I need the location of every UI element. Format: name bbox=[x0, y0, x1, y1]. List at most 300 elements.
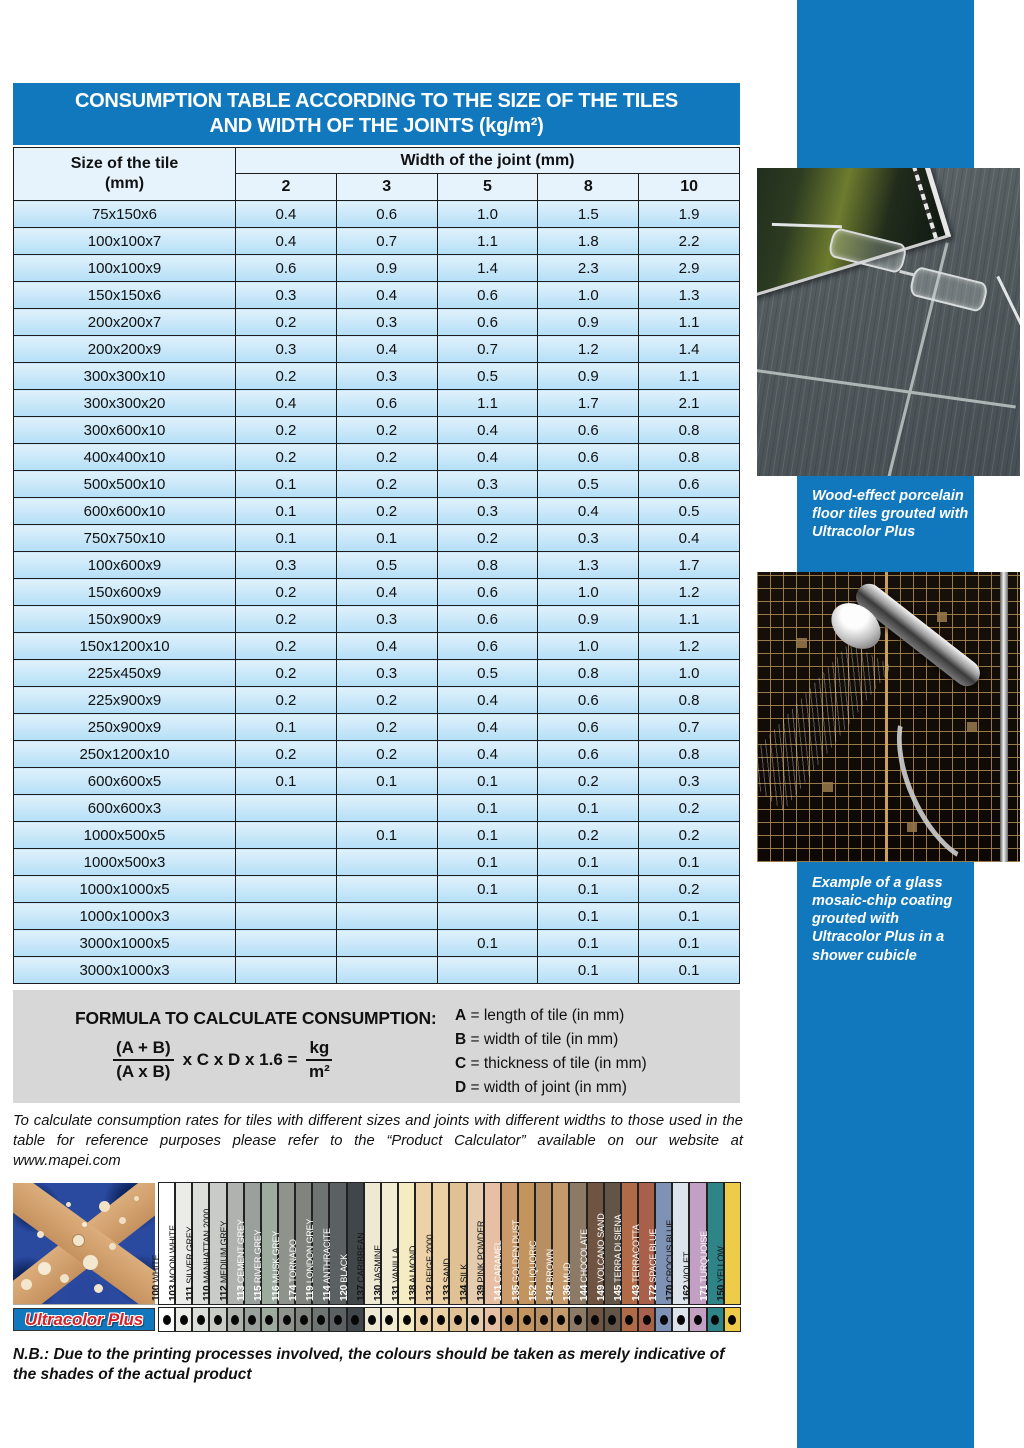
consumption-value-cell: 0.1 bbox=[538, 930, 639, 957]
consumption-value-cell: 0.5 bbox=[336, 552, 437, 579]
consumption-value-cell: 0.1 bbox=[437, 822, 538, 849]
joint-width-3: 3 bbox=[336, 174, 437, 201]
consumption-value-cell: 1.1 bbox=[639, 606, 740, 633]
consumption-value-cell: 0.1 bbox=[437, 849, 538, 876]
consumption-value-cell: 1.3 bbox=[639, 282, 740, 309]
table-row bbox=[14, 579, 740, 606]
table-row bbox=[14, 849, 740, 876]
availability-dot bbox=[694, 1315, 702, 1325]
swatch-115 bbox=[262, 1308, 277, 1331]
consumption-value-cell: 0.6 bbox=[437, 282, 538, 309]
consumption-value-cell: 0.1 bbox=[236, 498, 337, 525]
consumption-value-cell: 0.7 bbox=[437, 336, 538, 363]
consumption-value-cell: 0.4 bbox=[336, 336, 437, 363]
consumption-value-cell: 0.2 bbox=[336, 417, 437, 444]
color-label-141: 141 CARAMEL bbox=[493, 1240, 505, 1301]
consumption-value-cell: 1.1 bbox=[639, 309, 740, 336]
color-label-137: 137 CARIBBEAN bbox=[356, 1232, 368, 1301]
grout-cross-photo bbox=[13, 1183, 155, 1304]
consumption-value-cell: 0.4 bbox=[236, 228, 337, 255]
consumption-value-cell: 1.2 bbox=[538, 336, 639, 363]
photo-wood-effect-tiles bbox=[757, 168, 1020, 476]
tile-size-cell: 1000x500x5 bbox=[14, 822, 236, 849]
consumption-value-cell: 1.1 bbox=[639, 363, 740, 390]
table-row bbox=[14, 498, 740, 525]
joint-width-header: Width of the joint (mm) bbox=[236, 148, 740, 174]
availability-dot bbox=[317, 1315, 325, 1325]
consumption-value-cell: 0.4 bbox=[437, 714, 538, 741]
swatch-103 bbox=[176, 1308, 191, 1331]
color-label-116: 116 MUSK GREY bbox=[270, 1230, 282, 1301]
color-label-150: 150 YELLOW bbox=[716, 1246, 728, 1301]
consumption-value-cell: 1.9 bbox=[639, 201, 740, 228]
tile-size-cell: 150x600x9 bbox=[14, 579, 236, 606]
availability-dot bbox=[557, 1315, 565, 1325]
table-row bbox=[14, 930, 740, 957]
availability-dot bbox=[385, 1315, 393, 1325]
logo-text: Ultracolor Plus bbox=[25, 1309, 143, 1329]
swatch-114 bbox=[330, 1308, 345, 1331]
title-line-1: CONSUMPTION TABLE ACCORDING TO THE SIZE OF THE TILES bbox=[75, 90, 678, 112]
consumption-value-cell: 0.6 bbox=[538, 714, 639, 741]
consumption-value-cell: 1.8 bbox=[538, 228, 639, 255]
consumption-value-cell: 0.1 bbox=[538, 957, 639, 984]
tile-size-cell: 300x600x10 bbox=[14, 417, 236, 444]
color-label-170: 170 CROCUS BLUE bbox=[664, 1219, 676, 1301]
table-row bbox=[14, 633, 740, 660]
water-spray bbox=[757, 623, 895, 829]
swatch-120 bbox=[348, 1308, 363, 1331]
consumption-value-cell: 0.2 bbox=[236, 363, 337, 390]
consumption-value-cell: 0.1 bbox=[236, 768, 337, 795]
swatch-174 bbox=[296, 1308, 311, 1331]
consumption-value-cell: 0.3 bbox=[437, 498, 538, 525]
consumption-value-cell: 0.3 bbox=[639, 768, 740, 795]
eyeglasses bbox=[813, 227, 1000, 355]
color-label-149: 149 VOLCANO SAND bbox=[596, 1213, 608, 1301]
consumption-value-cell: 0.2 bbox=[236, 417, 337, 444]
table-row bbox=[14, 957, 740, 984]
consumption-value-cell: 0.1 bbox=[538, 795, 639, 822]
swatch-134 bbox=[468, 1308, 483, 1331]
tile-size-cell: 150x1200x10 bbox=[14, 633, 236, 660]
consumption-value-cell: 0.4 bbox=[236, 390, 337, 417]
consumption-value-cell: 0.3 bbox=[336, 606, 437, 633]
tile-size-cell: 100x600x9 bbox=[14, 552, 236, 579]
consumption-value-cell: 0.8 bbox=[639, 741, 740, 768]
availability-dot bbox=[574, 1315, 582, 1325]
consumption-value-cell: 1.7 bbox=[639, 552, 740, 579]
swatch-145 bbox=[622, 1308, 637, 1331]
consumption-value-cell: 0.6 bbox=[639, 471, 740, 498]
consumption-value-cell: 0.9 bbox=[538, 606, 639, 633]
tile-size-cell: 600x600x5 bbox=[14, 768, 236, 795]
color-label-103: 103 MOON WHITE bbox=[167, 1225, 179, 1301]
formula-section bbox=[13, 990, 740, 1103]
consumption-value-cell: 0.2 bbox=[336, 498, 437, 525]
consumption-value-cell bbox=[236, 957, 337, 984]
tile-size-cell: 100x100x7 bbox=[14, 228, 236, 255]
table-row bbox=[14, 795, 740, 822]
consumption-value-cell: 0.1 bbox=[639, 930, 740, 957]
size-column-header: Size of the tile (mm) bbox=[14, 148, 236, 201]
consumption-value-cell: 0.4 bbox=[437, 687, 538, 714]
consumption-value-cell bbox=[236, 930, 337, 957]
formula-middle: x C x D x 1.6 = bbox=[182, 1049, 298, 1069]
consumption-value-cell: 2.2 bbox=[639, 228, 740, 255]
swatch-111 bbox=[193, 1308, 208, 1331]
consumption-value-cell: 0.2 bbox=[236, 741, 337, 768]
consumption-value-cell: 0.8 bbox=[437, 552, 538, 579]
consumption-value-cell: 0.6 bbox=[437, 309, 538, 336]
tile-size-cell: 1000x1000x5 bbox=[14, 876, 236, 903]
photo1-caption: Wood-effect porcelain floor tiles grouted with Ultracolor Plus bbox=[812, 488, 969, 541]
availability-dot bbox=[625, 1315, 633, 1325]
consumption-table bbox=[13, 147, 740, 984]
swatch-171 bbox=[708, 1308, 723, 1331]
formula-result-fraction: $\frac{kg}{\text{m²}}$ bbox=[306, 1038, 332, 1081]
tile-size-cell: 225x450x9 bbox=[14, 660, 236, 687]
consumption-value-cell: 0.9 bbox=[538, 363, 639, 390]
color-label-145: 145 TERRA DI SIENA bbox=[613, 1214, 625, 1301]
definition-A: A = length of tile (in mm) bbox=[455, 1007, 625, 1024]
consumption-value-cell: 0.8 bbox=[639, 687, 740, 714]
consumption-value-cell: 0.1 bbox=[236, 714, 337, 741]
color-chart bbox=[13, 1183, 740, 1331]
consumption-value-cell: 0.1 bbox=[336, 768, 437, 795]
table-row bbox=[14, 309, 740, 336]
consumption-value-cell: 0.3 bbox=[336, 660, 437, 687]
consumption-value-cell: 0.9 bbox=[336, 255, 437, 282]
consumption-value-cell: 0.3 bbox=[336, 363, 437, 390]
consumption-value-cell: 0.4 bbox=[336, 579, 437, 606]
table-row bbox=[14, 201, 740, 228]
definition-D: D = width of joint (in mm) bbox=[455, 1079, 627, 1097]
table-row bbox=[14, 255, 740, 282]
consumption-value-cell: 0.2 bbox=[437, 525, 538, 552]
consumption-value-cell: 0.2 bbox=[639, 876, 740, 903]
table-row bbox=[14, 768, 740, 795]
consumption-value-cell: 0.4 bbox=[639, 525, 740, 552]
color-label-136: 136 MUD bbox=[561, 1262, 573, 1301]
consumption-value-cell: 0.2 bbox=[336, 471, 437, 498]
consumption-value-cell bbox=[236, 903, 337, 930]
color-label-135: 135 GOLDEN DUST bbox=[510, 1219, 522, 1301]
water-droplets bbox=[73, 1235, 84, 1246]
swatch-100 bbox=[159, 1308, 174, 1331]
consumption-value-cell: 0.6 bbox=[538, 417, 639, 444]
consumption-value-cell: 0.2 bbox=[639, 822, 740, 849]
consumption-value-cell bbox=[437, 957, 538, 984]
consumption-value-cell: 0.7 bbox=[639, 714, 740, 741]
swatch-172 bbox=[656, 1308, 671, 1331]
consumption-value-cell: 0.1 bbox=[336, 525, 437, 552]
consumption-value-cell bbox=[236, 795, 337, 822]
consumption-value-cell: 1.2 bbox=[639, 633, 740, 660]
nb-note: N.B.: Due to the printing processes involved, the colours should be taken as merely indicative of the shades of the actual product bbox=[13, 1346, 725, 1384]
consumption-value-cell bbox=[336, 876, 437, 903]
availability-dot bbox=[677, 1315, 685, 1325]
formula-definitions bbox=[455, 1004, 647, 1100]
consumption-value-cell: 0.1 bbox=[639, 957, 740, 984]
consumption-value-cell: 0.2 bbox=[538, 768, 639, 795]
color-label-138: 138 ALMOND bbox=[407, 1245, 419, 1301]
swatch-135 bbox=[519, 1308, 534, 1331]
consumption-value-cell: 0.4 bbox=[336, 282, 437, 309]
photo-mosaic-shower bbox=[757, 572, 1020, 862]
swatch-144 bbox=[588, 1308, 603, 1331]
swatch-112 bbox=[228, 1308, 243, 1331]
color-columns bbox=[150, 1183, 740, 1304]
consumption-value-cell: 1.5 bbox=[538, 201, 639, 228]
availability-dot bbox=[231, 1315, 239, 1325]
table-row bbox=[14, 336, 740, 363]
consumption-value-cell bbox=[236, 876, 337, 903]
availability-dot bbox=[214, 1315, 222, 1325]
consumption-value-cell bbox=[336, 795, 437, 822]
availability-dot bbox=[197, 1315, 205, 1325]
color-label-152: 152 LIQUORIC bbox=[527, 1240, 539, 1301]
consumption-value-cell: 0.4 bbox=[437, 417, 538, 444]
consumption-value-cell: 1.2 bbox=[639, 579, 740, 606]
consumption-value-cell: 0.3 bbox=[236, 552, 337, 579]
consumption-value-cell bbox=[437, 903, 538, 930]
consumption-value-cell: 0.6 bbox=[437, 579, 538, 606]
consumption-value-cell: 0.2 bbox=[336, 687, 437, 714]
swatch-143 bbox=[639, 1308, 654, 1331]
color-label-174: 174 TORNADO bbox=[287, 1239, 299, 1301]
table-row bbox=[14, 903, 740, 930]
availability-dot bbox=[711, 1315, 719, 1325]
consumption-value-cell: 1.1 bbox=[437, 228, 538, 255]
consumption-value-cell: 0.1 bbox=[236, 471, 337, 498]
color-label-114: 114 ANTHRACITE bbox=[321, 1228, 333, 1301]
availability-dot bbox=[437, 1315, 445, 1325]
tile-size-cell: 300x300x10 bbox=[14, 363, 236, 390]
consumption-value-cell: 2.1 bbox=[639, 390, 740, 417]
availability-dot bbox=[300, 1315, 308, 1325]
tile-size-cell: 250x900x9 bbox=[14, 714, 236, 741]
swatch-137 bbox=[365, 1308, 380, 1331]
color-label-131: 131 VANILLA bbox=[390, 1247, 402, 1301]
consumption-value-cell: 0.7 bbox=[336, 228, 437, 255]
consumption-value-cell: 2.9 bbox=[639, 255, 740, 282]
consumption-value-cell: 1.0 bbox=[639, 660, 740, 687]
color-chart-main bbox=[13, 1183, 740, 1304]
color-label-132: 132 BEIGE 2000 bbox=[424, 1234, 436, 1301]
swatch-162 bbox=[690, 1308, 705, 1331]
availability-dot bbox=[163, 1315, 171, 1325]
swatch-113 bbox=[245, 1308, 260, 1331]
consumption-value-cell: 0.3 bbox=[437, 471, 538, 498]
consumption-value-cell: 1.0 bbox=[538, 633, 639, 660]
table-row bbox=[14, 741, 740, 768]
consumption-value-cell: 0.1 bbox=[639, 903, 740, 930]
table-row bbox=[14, 363, 740, 390]
consumption-value-cell: 0.3 bbox=[236, 336, 337, 363]
consumption-value-cell: 0.4 bbox=[336, 633, 437, 660]
consumption-value-cell: 0.2 bbox=[538, 822, 639, 849]
swatch-116 bbox=[279, 1308, 294, 1331]
swatch-138 bbox=[416, 1308, 431, 1331]
tile-size-cell: 150x150x6 bbox=[14, 282, 236, 309]
consumption-value-cell: 0.8 bbox=[639, 417, 740, 444]
tile-size-cell: 75x150x6 bbox=[14, 201, 236, 228]
tile-size-cell: 225x900x9 bbox=[14, 687, 236, 714]
availability-dot bbox=[248, 1315, 256, 1325]
table-row bbox=[14, 822, 740, 849]
tile-size-cell: 1000x500x3 bbox=[14, 849, 236, 876]
consumption-value-cell: 0.6 bbox=[336, 390, 437, 417]
consumption-value-cell: 0.1 bbox=[639, 849, 740, 876]
consumption-value-cell: 0.1 bbox=[336, 822, 437, 849]
consumption-value-cell: 0.6 bbox=[538, 687, 639, 714]
tile-size-cell: 3000x1000x3 bbox=[14, 957, 236, 984]
color-label-142: 142 BROWN bbox=[544, 1249, 556, 1301]
formula-fraction: $\frac{(A + B)}{\text{(A x B)}}$ bbox=[113, 1038, 174, 1081]
joint-width-2: 2 bbox=[236, 174, 337, 201]
title-line-2: AND WIDTH OF THE JOINTS (kg/m²) bbox=[209, 115, 544, 137]
consumption-value-cell: 0.1 bbox=[538, 849, 639, 876]
swatch-130 bbox=[382, 1308, 397, 1331]
consumption-value-cell bbox=[336, 903, 437, 930]
tile-size-cell: 200x200x9 bbox=[14, 336, 236, 363]
consumption-value-cell bbox=[336, 849, 437, 876]
consumption-value-cell: 0.1 bbox=[437, 768, 538, 795]
consumption-value-cell: 0.6 bbox=[236, 255, 337, 282]
consumption-value-cell: 0.1 bbox=[538, 903, 639, 930]
grout-line bbox=[757, 367, 1016, 409]
color-label-134: 134 SILK bbox=[459, 1263, 471, 1301]
color-label-139: 139 PINK POWDER bbox=[476, 1220, 488, 1301]
consumption-value-cell: 0.6 bbox=[437, 606, 538, 633]
swatch-150 bbox=[725, 1308, 740, 1331]
table-row bbox=[14, 471, 740, 498]
table-row bbox=[14, 444, 740, 471]
availability-dot bbox=[283, 1315, 291, 1325]
consumption-value-cell: 0.5 bbox=[538, 471, 639, 498]
color-label-120: 120 BLACK bbox=[339, 1254, 351, 1301]
table-row bbox=[14, 282, 740, 309]
consumption-value-cell: 1.0 bbox=[437, 201, 538, 228]
color-label-119: 119 LONDON GREY bbox=[304, 1218, 316, 1301]
swatch-row bbox=[159, 1308, 740, 1331]
consumption-value-cell: 0.1 bbox=[437, 930, 538, 957]
consumption-value-cell: 1.4 bbox=[437, 255, 538, 282]
consumption-value-cell: 0.5 bbox=[437, 660, 538, 687]
tile-size-cell: 150x900x9 bbox=[14, 606, 236, 633]
tile-size-cell: 500x500x10 bbox=[14, 471, 236, 498]
tile-size-cell: 300x300x20 bbox=[14, 390, 236, 417]
swatch-149 bbox=[605, 1308, 620, 1331]
availability-dot bbox=[368, 1315, 376, 1325]
table-row bbox=[14, 660, 740, 687]
consumption-table-title bbox=[13, 83, 740, 145]
consumption-value-cell: 0.2 bbox=[336, 714, 437, 741]
color-label-171: 171 TURQUOISE bbox=[699, 1231, 711, 1301]
consumption-value-cell: 0.2 bbox=[639, 795, 740, 822]
consumption-value-cell: 0.6 bbox=[538, 444, 639, 471]
consumption-value-cell: 0.2 bbox=[336, 444, 437, 471]
tile-size-cell: 1000x1000x3 bbox=[14, 903, 236, 930]
swatch-131 bbox=[399, 1308, 414, 1331]
availability-dot bbox=[351, 1315, 359, 1325]
color-label-130: 130 JASMINE bbox=[373, 1244, 385, 1301]
consumption-value-cell: 0.4 bbox=[236, 201, 337, 228]
definition-B: B = width of tile (in mm) bbox=[455, 1031, 619, 1049]
swatch-142 bbox=[553, 1308, 568, 1331]
joint-width-10: 10 bbox=[639, 174, 740, 201]
swatch-170 bbox=[673, 1308, 688, 1331]
tile-size-cell: 3000x1000x5 bbox=[14, 930, 236, 957]
consumption-value-cell: 0.6 bbox=[336, 201, 437, 228]
availability-dot bbox=[471, 1315, 479, 1325]
shower-hose bbox=[874, 679, 1020, 862]
consumption-value-cell: 0.1 bbox=[236, 525, 337, 552]
availability-dot bbox=[540, 1315, 548, 1325]
formula-heading: FORMULA TO CALCULATE CONSUMPTION: bbox=[75, 1008, 437, 1028]
consumption-value-cell: 1.0 bbox=[538, 579, 639, 606]
color-label-113: 113 CEMENT GREY bbox=[236, 1219, 248, 1301]
availability-dot bbox=[591, 1315, 599, 1325]
consumption-value-cell: 0.6 bbox=[538, 741, 639, 768]
formula-expression bbox=[113, 1038, 332, 1081]
consumption-value-cell: 0.6 bbox=[437, 633, 538, 660]
availability-dot bbox=[523, 1315, 531, 1325]
color-column-150 bbox=[716, 1183, 740, 1304]
color-label-115: 115 RIVER GREY bbox=[253, 1229, 265, 1301]
table-row bbox=[14, 606, 740, 633]
consumption-value-cell: 0.8 bbox=[538, 660, 639, 687]
table-row bbox=[14, 552, 740, 579]
consumption-value-cell: 0.8 bbox=[639, 444, 740, 471]
joint-width-5: 5 bbox=[437, 174, 538, 201]
swatch-133 bbox=[450, 1308, 465, 1331]
swatch-132 bbox=[433, 1308, 448, 1331]
tile-size-cell: 200x200x7 bbox=[14, 309, 236, 336]
photo2-caption: Example of a glass mosaic-chip coating grouted with Ultracolor Plus in a shower cubicle bbox=[812, 875, 953, 964]
consumption-value-cell: 1.7 bbox=[538, 390, 639, 417]
consumption-value-cell: 0.4 bbox=[437, 444, 538, 471]
availability-dot bbox=[608, 1315, 616, 1325]
consumption-value-cell bbox=[236, 822, 337, 849]
consumption-value-cell: 0.1 bbox=[538, 876, 639, 903]
consumption-value-cell: 0.2 bbox=[236, 444, 337, 471]
tile-size-cell: 250x1200x10 bbox=[14, 741, 236, 768]
consumption-value-cell: 0.2 bbox=[236, 309, 337, 336]
availability-dot bbox=[505, 1315, 513, 1325]
tile-size-cell: 600x600x3 bbox=[14, 795, 236, 822]
consumption-value-cell: 1.4 bbox=[639, 336, 740, 363]
calculator-note: To calculate consumption rates for tiles with different sizes and joints with different widths to those used in the table for reference purposes please refer to the “Product Calculator” available on our website at www.mapei.com bbox=[13, 1113, 743, 1169]
color-label-172: 172 SPACE BLUE bbox=[647, 1228, 659, 1301]
consumption-value-cell: 1.3 bbox=[538, 552, 639, 579]
consumption-value-cell: 0.2 bbox=[236, 633, 337, 660]
tile-size-cell: 750x750x10 bbox=[14, 525, 236, 552]
tile-size-cell: 400x400x10 bbox=[14, 444, 236, 471]
tile-size-cell: 100x100x9 bbox=[14, 255, 236, 282]
color-label-100: 100 WHITE bbox=[150, 1254, 162, 1301]
color-label-144: 144 CHOCOLATE bbox=[579, 1229, 591, 1301]
availability-dot bbox=[334, 1315, 342, 1325]
color-label-133: 133 SAND bbox=[441, 1258, 453, 1301]
color-label-112: 112 MEDIUM GREY bbox=[219, 1220, 231, 1301]
color-label-111: 111 SILVER GREY bbox=[184, 1226, 196, 1301]
definition-C: C = thickness of tile (in mm) bbox=[455, 1055, 647, 1073]
consumption-value-cell bbox=[336, 930, 437, 957]
availability-dot bbox=[265, 1315, 273, 1325]
swatch-141 bbox=[502, 1308, 517, 1331]
